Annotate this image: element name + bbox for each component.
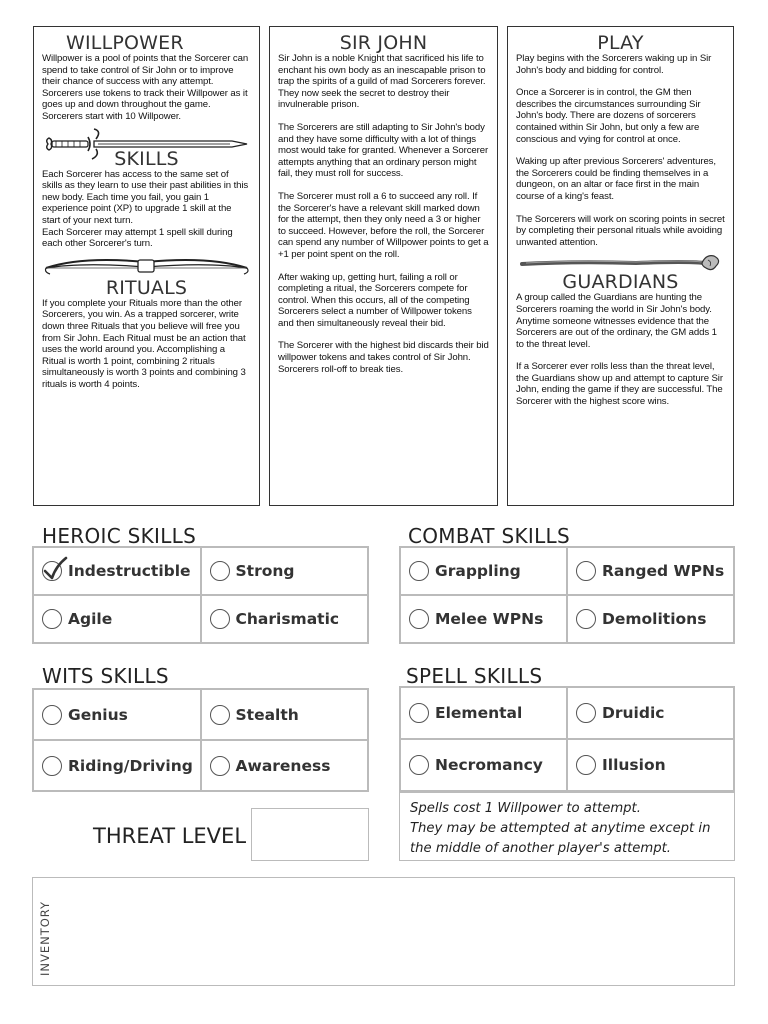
guardians-text-1: A group called the Guardians are hunting the Sorcerers roaming the world in Sir John's body. Anytime someone witnesses evidence that the Sorcerers are out of the ordinary, the GM adds 1 to the threat level. <box>516 292 717 350</box>
checkbox-strong[interactable] <box>210 561 230 581</box>
skill-label: Genius <box>68 705 128 724</box>
skill-label: Strong <box>235 562 295 580</box>
skill-necromancy[interactable] <box>400 739 567 791</box>
skill-label: Grappling <box>435 562 521 580</box>
skill-label: Stealth <box>235 705 299 724</box>
checkbox-awareness[interactable] <box>210 756 230 776</box>
checkbox-stealth[interactable] <box>210 705 230 725</box>
skill-strong[interactable] <box>201 547 369 595</box>
skill-label: Melee WPNs <box>435 610 544 628</box>
checkbox-elemental[interactable] <box>409 703 429 723</box>
checkbox-grappling[interactable] <box>409 561 429 581</box>
skill-riding-driving[interactable] <box>33 740 201 791</box>
threat-level-label: THREAT LEVEL <box>93 824 247 848</box>
skill-elemental[interactable] <box>400 687 567 739</box>
rituals-heading: RITUALS <box>105 276 188 299</box>
threat-level-field[interactable] <box>251 808 369 861</box>
spell-note-line-1: Spells cost 1 Willpower to attempt. <box>410 801 641 816</box>
skill-label: Ranged WPNs <box>602 562 725 580</box>
heroic-skills-title: HEROIC SKILLS <box>42 524 197 548</box>
spell-cost-note <box>399 792 735 861</box>
skill-charismatic[interactable] <box>201 595 369 643</box>
skill-ranged-wpns[interactable] <box>567 547 734 595</box>
checkbox-demolitions[interactable] <box>576 609 596 629</box>
combat-skills-title: COMBAT SKILLS <box>408 524 570 548</box>
play-text-3: Waking up after previous Sorcerers' adventures, the Sorcerers could be finding themselves in a dungeon, on an altar or face first in the main course of a king's feast. <box>516 156 716 202</box>
skill-demolitions[interactable] <box>567 595 734 643</box>
skill-agile[interactable] <box>33 595 201 643</box>
skill-label: Riding/Driving <box>68 756 193 775</box>
sir-john-text-1: Sir John is a noble Knight that sacrificed his life to enchant his own body as an inescapable prison to trap the spirits of a guild of mad Sorcerers forever. They now seek the secret to destroy their invulnerable prison. <box>278 53 486 111</box>
checkbox-charismatic[interactable] <box>210 609 230 629</box>
skills-heading: SKILLS <box>114 147 179 170</box>
play-heading: PLAY <box>597 32 644 54</box>
heroic-skills-grid <box>32 546 369 644</box>
skill-awareness[interactable] <box>201 740 369 791</box>
skill-label: Agile <box>68 610 113 628</box>
skill-label: Demolitions <box>602 610 707 628</box>
skill-stealth[interactable] <box>201 689 369 740</box>
skill-grappling[interactable] <box>400 547 567 595</box>
spell-skills-title: SPELL SKILLS <box>406 664 543 688</box>
skill-genius[interactable] <box>33 689 201 740</box>
play-text-1: Play begins with the Sorcerers waking up in Sir John's body and bidding for control. <box>516 53 712 76</box>
spell-note-line-2: They may be attempted at anytime except in the middle of another player's attempt. <box>410 821 711 856</box>
skill-druidic[interactable] <box>567 687 734 739</box>
skills-text-2: Each Sorcerer may attempt 1 spell skill during each other Sorcerer's turn. <box>42 226 233 250</box>
checkbox-riding-driving[interactable] <box>42 756 62 776</box>
checkbox-agile[interactable] <box>42 609 62 629</box>
skill-illusion[interactable] <box>567 739 734 791</box>
skill-label: Elemental <box>435 704 523 722</box>
wits-skills-grid <box>32 688 369 792</box>
sir-john-text-2: The Sorcerers are still adapting to Sir John's body and they have some difficulty with a lot of things most would take for granted. Whenever a Sorcerer attempts anything that an ordinary person might fail, they must roll for success. <box>278 121 489 180</box>
willpower-heading: WILLPOWER <box>66 32 184 54</box>
skills-text: Each Sorcerer has access to the same set of skills as they learn to use their past abilities in this new body. Each time you fail, you gain 1 experience point (XP) to upgrade 1 skill at the start of your next turn. <box>42 168 249 226</box>
checkbox-druidic[interactable] <box>576 703 596 723</box>
guardians-heading: GUARDIANS <box>562 271 679 294</box>
sir-john-heading: SIR JOHN <box>339 32 428 54</box>
checkbox-necromancy[interactable] <box>409 755 429 775</box>
checkbox-ranged-wpns[interactable] <box>576 561 596 581</box>
skill-label: Charismatic <box>235 610 340 628</box>
combat-skills-grid <box>399 546 735 644</box>
skill-label: Illusion <box>602 756 666 774</box>
guardians-text-2: If a Sorcerer ever rolls less than the threat level, the Guardians show up and attempt to capture Sir John, ending the game if they are successful. The Sorcerer with the highest score wins. <box>516 361 723 408</box>
skill-indestructible[interactable] <box>33 547 201 595</box>
inventory-label: INVENTORY <box>38 900 52 976</box>
play-text-4: The Sorcerers will work on scoring points in secret by completing their personal rituals while avoiding unwanted attention. <box>516 213 725 248</box>
sir-john-text-4: After waking up, getting hurt, failing a roll or completing a ritual, the Sorcerers compete for control. When this occurs, all of the competing Sorcerers select a number of Willpower tokens and then simultaneously reveal their bid. <box>278 271 472 329</box>
wits-skills-title: WITS SKILLS <box>42 664 169 688</box>
rules-column-play <box>507 26 734 506</box>
checkmark-icon <box>42 556 68 582</box>
sir-john-text-5: The Sorcerer with the highest bid discards their bid willpower tokens and takes control of Sir John. Sorcerers roll-off to break ties. <box>278 340 489 375</box>
skill-label: Necromancy <box>435 756 543 774</box>
sir-john-text-3: The Sorcerer must roll a 6 to succeed any roll. If the Sorcerer's have a relevant skill marked down for the attempt, then they only need a 3 or higher to succeed. However, before the roll, the Sorcerer can spend any number of Willpower points to get a +1 per point spent on the roll. <box>278 190 489 260</box>
checkbox-melee-wpns[interactable] <box>409 609 429 629</box>
play-text-2: Once a Sorcerer is in control, the GM then describes the circumstances surrounding Sir John's body. There are dozens of sorcerers contained within Sir John, but only a few are conscious and vying for control at once. <box>516 87 701 145</box>
checkbox-illusion[interactable] <box>576 755 596 775</box>
inventory-box[interactable] <box>32 877 735 986</box>
checkbox-genius[interactable] <box>42 705 62 725</box>
rules-column-willpower <box>33 26 260 506</box>
skill-label: Druidic <box>602 704 665 722</box>
skill-label: Indestructible <box>68 562 191 580</box>
willpower-text: Willpower is a pool of points that the Sorcerer can spend to take control of Sir John or to improve their chance of success with any attempt. Sorcerers use tokens to track their Willpower as it goes up and down throughout the game. Sorcerers start with 10 Willpower. <box>42 53 249 122</box>
skill-melee-wpns[interactable] <box>400 595 567 643</box>
rituals-text: If you complete your Rituals more than the other Sorcerers, you win. As a trapped sorcerer, write down three Rituals that you believe will free you from Sir John. Each Ritual must be an action that uses the world around you. Accomplishing a Ritual is worth 1 point, combining 2 rituals simultaneously is worth 3 points and combining 3 rituals is worth 4 points. <box>42 297 246 390</box>
rules-column-sir-john <box>269 26 498 506</box>
skill-label: Awareness <box>235 756 331 775</box>
checkbox-indestructible[interactable] <box>42 561 62 581</box>
spell-skills-grid <box>399 686 735 792</box>
